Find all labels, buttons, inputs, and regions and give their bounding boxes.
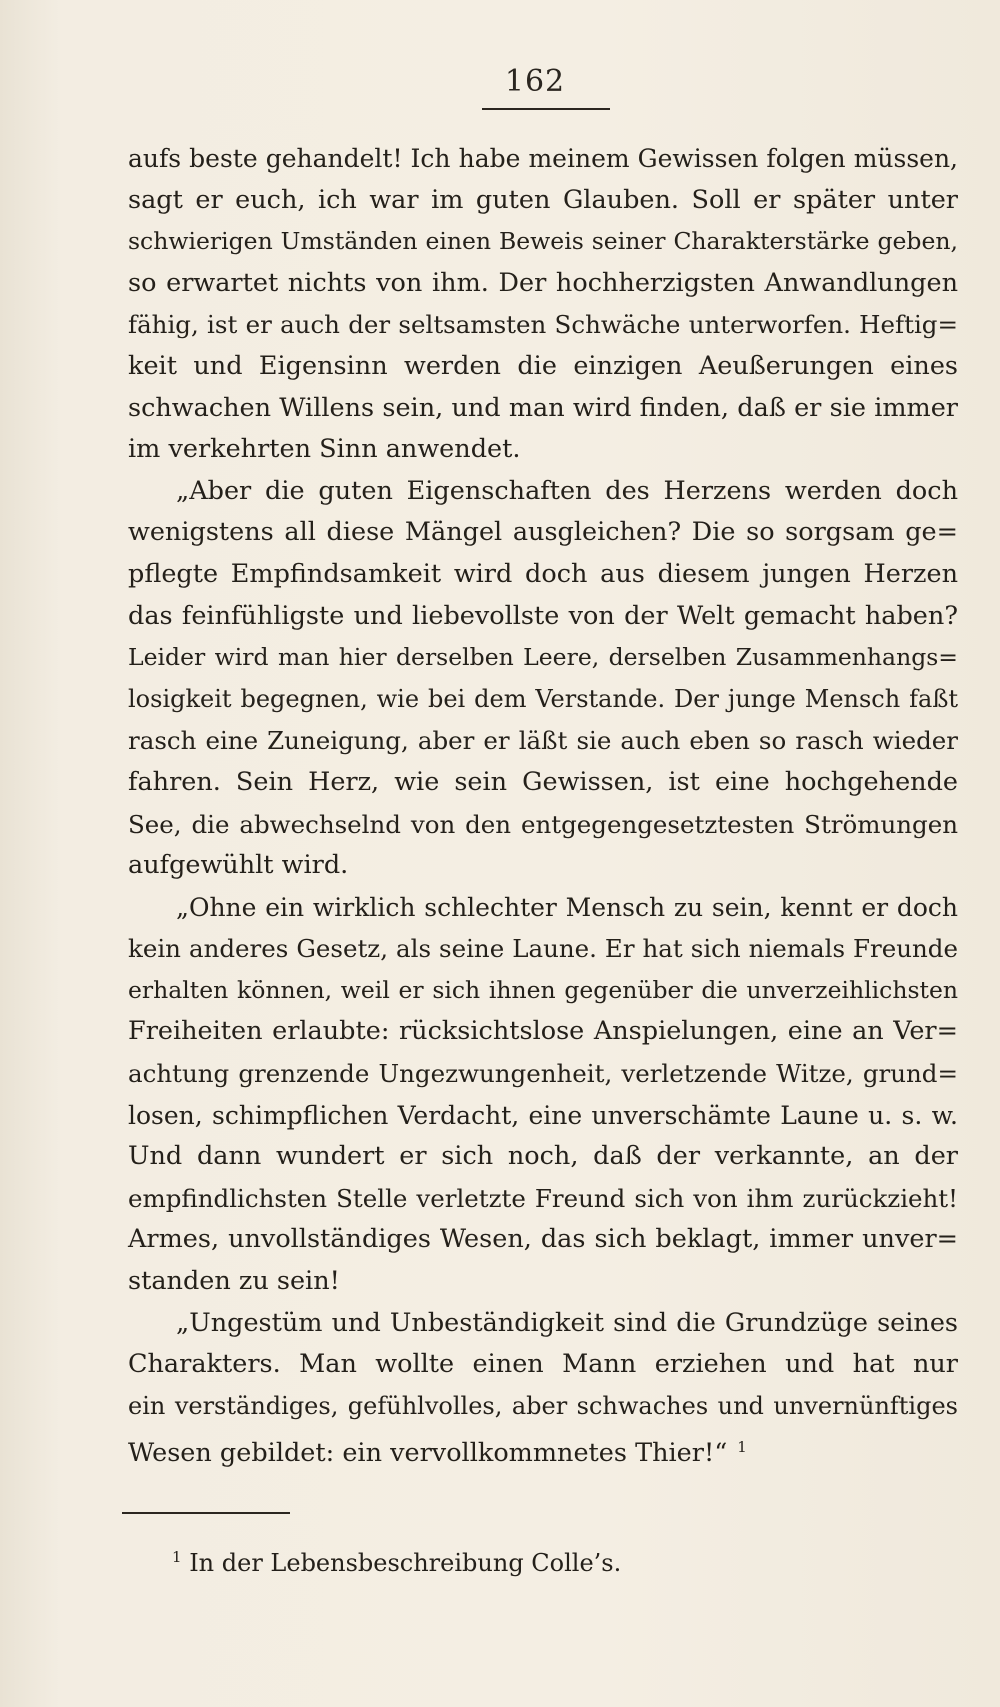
text-line	[128, 804, 958, 846]
text-line-content: das feinfühligste und liebevollste von der Welt gemacht haben?	[128, 600, 958, 631]
footnote-text: In der Lebensbeschreibung Colle’s.	[189, 1549, 622, 1577]
text-line	[128, 263, 958, 305]
text-line	[128, 1386, 958, 1428]
text-line	[128, 554, 958, 596]
text-line-content: wenigstens all diese Mängel ausgleichen? Die so sorgsam ge=	[128, 517, 958, 548]
text-line-content: Leider wird man hier derselben Leere, derselben Zusammenhangs=	[128, 643, 958, 672]
text-line-content: fahren. Sein Herz, wie sein Gewissen, ist eine hochgehende	[128, 766, 958, 797]
text-line	[128, 1261, 958, 1303]
text-line-content: kein anderes Gesetz, als seine Laune. Er hat sich niemals Freunde	[128, 934, 958, 964]
text-line	[128, 1344, 958, 1386]
text-line	[128, 138, 958, 180]
page-number: 162	[504, 64, 566, 99]
footnote-marker: 1	[172, 1548, 182, 1566]
text-line-content: „Ohne ein wirklich schlechter Mensch zu sein, kennt er doch	[176, 892, 958, 922]
text-line-content: achtung grenzende Ungezwungenheit, verletzende Witze, grund=	[128, 1059, 958, 1089]
text-line-content: Wesen gebildet: ein vervollkommnetes Thier!“	[128, 1438, 728, 1469]
text-line	[128, 346, 958, 388]
text-line	[128, 762, 958, 804]
text-line	[128, 1427, 958, 1475]
text-line-content: rasch eine Zuneigung, aber er läßt sie auch eben so rasch wieder	[128, 726, 958, 756]
text-line-content: losen, schimpflichen Verdacht, eine unverschämte Laune u. s. w.	[128, 1100, 958, 1130]
text-line	[128, 720, 958, 762]
text-line	[128, 388, 958, 430]
text-line	[128, 1011, 958, 1053]
text-line-content: losigkeit begegnen, wie bei dem Verstande. Der junge Mensch faßt	[128, 684, 958, 713]
text-line-content: so erwartet nichts von ihm. Der hochherzigsten Anwandlungen	[128, 267, 958, 298]
text-line	[128, 887, 958, 929]
text-line-content: ein verständiges, gefühlvolles, aber schwaches und unvernünftiges	[128, 1391, 958, 1420]
text-line	[128, 429, 958, 471]
text-line-content: erhalten können, weil er sich ihnen gegenüber die unverzeihlichsten	[128, 975, 958, 1004]
text-line-content: schwachen Willens sein, und man wird finden, daß er sie immer	[128, 392, 958, 423]
header-rule	[482, 108, 610, 110]
text-line	[128, 637, 958, 679]
text-line	[128, 1136, 958, 1178]
text-line-content: fähig, ist er auch der seltsamsten Schwäche unterworfen. Heftig=	[128, 310, 958, 340]
text-line	[128, 1095, 958, 1137]
text-line	[128, 304, 958, 346]
text-line	[128, 928, 958, 970]
text-line-content: aufgewühlt wird.	[128, 850, 349, 881]
text-line	[128, 845, 958, 887]
footnote	[172, 1548, 621, 1577]
text-line	[128, 970, 958, 1012]
text-line	[128, 180, 958, 222]
text-line	[128, 471, 958, 513]
text-line	[128, 1053, 958, 1095]
text-line-content: Freiheiten erlaubte: rücksichtslose Anspielungen, eine an Ver=	[128, 1016, 958, 1047]
text-line	[128, 596, 958, 638]
text-line-content: im verkehrten Sinn anwendet.	[128, 434, 521, 465]
footnote-rule	[122, 1512, 290, 1514]
body-text	[128, 138, 958, 1475]
text-line	[128, 1219, 958, 1261]
text-line-content: sagt er euch, ich war im guten Glauben. Soll er später unter	[128, 184, 958, 215]
text-line	[128, 221, 958, 263]
text-line	[128, 1303, 958, 1345]
text-line-content: See, die abwechselnd von den entgegengesetztesten Strömungen	[128, 809, 958, 839]
text-line	[128, 512, 958, 554]
text-line	[128, 679, 958, 721]
text-line-content: standen zu sein!	[128, 1266, 340, 1297]
text-line-content: aufs beste gehandelt! Ich habe meinem Gewissen folgen müssen,	[128, 144, 958, 173]
text-line-content: „Aber die guten Eigenschaften des Herzens werden doch	[176, 475, 958, 506]
text-line-content: pflegte Empfindsamkeit wird doch aus diesem jungen Herzen	[128, 558, 958, 589]
text-line	[128, 1178, 958, 1220]
text-line-content: „Ungestüm und Unbeständigkeit sind die Grundzüge seines	[176, 1307, 958, 1338]
text-line-content: keit und Eigensinn werden die einzigen Aeußerungen eines	[128, 350, 958, 381]
footnote-reference: 1	[737, 1438, 747, 1457]
text-line-content: empfindlichsten Stelle verletzte Freund sich von ihm zurückzieht!	[128, 1183, 958, 1213]
text-line-content: Und dann wundert er sich noch, daß der verkannte, an der	[128, 1141, 958, 1172]
text-line-content: Charakters. Man wollte einen Mann erziehen und hat nur	[128, 1349, 958, 1380]
text-line-content: schwierigen Umständen einen Beweis seiner Charakterstärke geben,	[128, 227, 958, 256]
text-line-content: Armes, unvollständiges Wesen, das sich beklagt, immer unver=	[128, 1224, 958, 1255]
